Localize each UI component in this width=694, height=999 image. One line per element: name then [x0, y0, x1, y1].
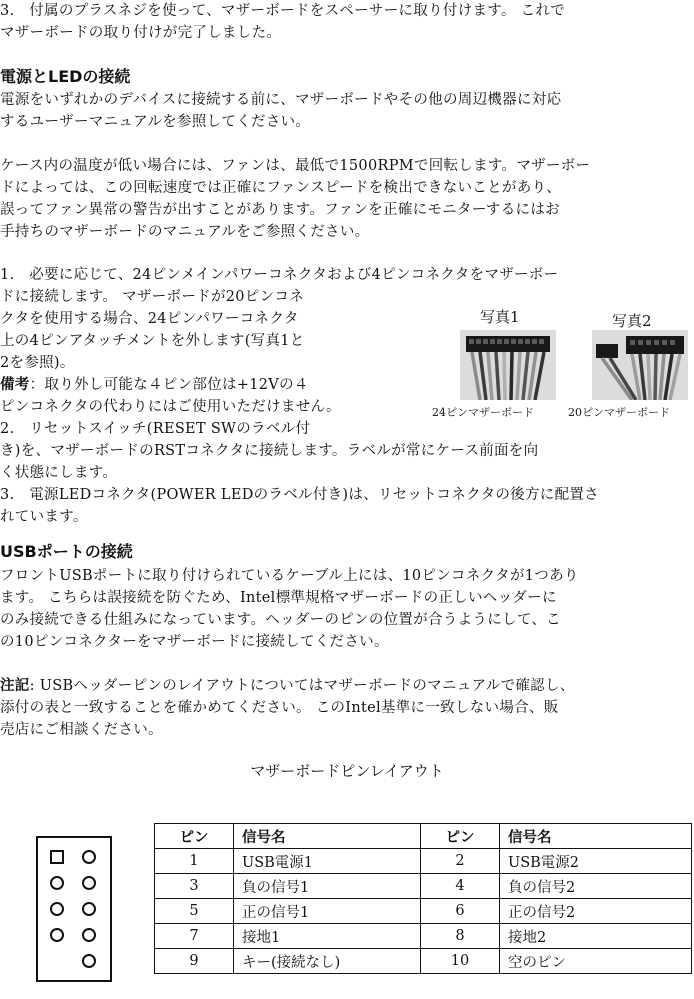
step2-line-2: き)を、マザーボードのRSTコネクタに接続します。ラベルが常にケース前面を向 [0, 443, 539, 459]
usb-heading: USBポートの接続 [0, 542, 133, 561]
col-signal-b: 信号名 [500, 824, 692, 849]
connector-photos [432, 304, 694, 424]
col-signal-a: 信号名 [234, 824, 421, 849]
step3b-line-2: れています。 [0, 509, 88, 525]
pin-7 [50, 928, 64, 942]
signal-cell: 負の信号1 [234, 874, 421, 899]
usb-line-3: のみ接続できる仕組みになっています。ヘッダーのピンの位置が合うようにして、こ [0, 612, 561, 628]
fan-line-4: 手持ちのマザーボードのマニュアルをご参照ください。 [0, 224, 370, 240]
step3-line-1: 3. 付属のプラスネジを使って、マザーボードをスペーサーに取り付けます。 これで [0, 3, 566, 19]
power-intro-line-1: 電源をいずれかのデバイスに接続する前に、マザーボードやその他の周辺機器に対応 [0, 92, 562, 108]
fan-line-1: ケース内の温度が低い場合には、ファンは、最低で1500RPMで回転します。マザーボー [0, 158, 591, 174]
step1-line-3: クタを使用する場合、24ピンパワーコネクタ [0, 311, 299, 327]
pin-cell: 1 [155, 849, 234, 874]
step3-line-2: マザーボードの取り付けが完了しました。 [0, 25, 282, 41]
pin-cell: 5 [155, 899, 234, 924]
signal-cell: 正の信号1 [234, 899, 421, 924]
table-row [155, 874, 692, 899]
pin-cell: 7 [155, 924, 234, 949]
step1-line-2: ドに接続します。 マザーボードが20ピンコネ [0, 289, 304, 305]
table-row [155, 849, 692, 874]
usb-note-line-3: 売店にご相談ください。 [0, 722, 163, 738]
signal-cell: USB電源2 [500, 849, 692, 874]
power-intro-line-2: するユーザーマニュアルを参照してください。 [0, 114, 311, 130]
pin-layout-title: マザーボードピンレイアウト [250, 762, 444, 780]
note-text: ：取り外し可能な４ピン部位は+12Vの４ [29, 377, 309, 393]
note-label: 備考 [0, 377, 30, 393]
pin-5 [50, 902, 64, 916]
note-line-1 [0, 374, 309, 396]
photo2-title: 写真2 [612, 312, 652, 330]
col-pin-b: ピン [421, 824, 500, 849]
step1-line-5: 2を参照)。 [0, 355, 75, 371]
pin-6 [82, 902, 96, 916]
pin-2 [82, 850, 96, 864]
photo1-title: 写真1 [480, 308, 520, 326]
signal-cell: 正の信号2 [500, 899, 692, 924]
signal-cell: 接地2 [500, 924, 692, 949]
step1-line-4: 上の4ピンアタッチメントを外します(写真1と [0, 333, 305, 349]
photo1-caption: 24ピンマザーボード [432, 406, 534, 419]
pin-table-header [155, 824, 692, 849]
pin-4 [82, 876, 96, 890]
usb-header-pin-diagram [36, 836, 112, 982]
photo-20pin [592, 330, 688, 400]
table-row [155, 949, 692, 974]
signal-cell: USB電源1 [234, 849, 421, 874]
usb-note-line-2: 添付の表と一致することを確かめてください。 このIntel基準に一致しない場合、販 [0, 700, 559, 716]
col-pin-a: ピン [155, 824, 234, 849]
pin-3 [50, 876, 64, 890]
pin-cell: 6 [421, 899, 500, 924]
photo2-caption: 20ピンマザーボード [568, 406, 670, 419]
step1-line-1: 1. 必要に応じて、24ピンメインパワーコネクタおよび4ピンコネクタをマザーボー [0, 267, 559, 283]
pin-cell: 9 [155, 949, 234, 974]
pin-cell: 2 [421, 849, 500, 874]
usb-line-2: ます。 こちらは誤接続を防ぐため、Intel標準規格マザーボードの正しいヘッダーに [0, 590, 557, 606]
power-led-heading: 電源とLEDの接続 [0, 67, 131, 86]
pin-cell: 3 [155, 874, 234, 899]
usb-line-4: の10ピンコネクターをマザーボードに接続してください。 [0, 634, 389, 650]
pin-table [154, 823, 692, 974]
signal-cell: 接地1 [234, 924, 421, 949]
usb-note-label: 注記 [0, 678, 30, 694]
note-line-2: ピンコネクタの代わりにはご使用いただけません。 [0, 399, 341, 415]
pin-cell: 8 [421, 924, 500, 949]
fan-line-2: ドによっては、この回転速度では正確にファンスピードを検出できないことがあり、 [0, 180, 562, 196]
step2-line-3: く状態にします。 [0, 465, 118, 481]
pin-1-square [50, 850, 64, 864]
pin-8 [82, 928, 96, 942]
table-row [155, 899, 692, 924]
usb-line-1: フロントUSBポートに取り付けられているケーブル上には、10ピンコネクタが1つあり [0, 568, 579, 584]
usb-note-line-1 [0, 675, 575, 697]
signal-cell: 空のピン [500, 949, 692, 974]
usb-note-text: : USBヘッダーピンのレイアウトについてはマザーボードのマニュアルで確認し、 [29, 678, 575, 694]
photo-24pin [460, 330, 556, 400]
signal-cell: 負の信号2 [500, 874, 692, 899]
step2-line-1: 2. リセットスイッチ(RESET SWのラベル付 [0, 421, 311, 437]
pin-cell: 4 [421, 874, 500, 899]
pin-cell: 10 [421, 949, 500, 974]
step3b-line-1: 3. 電源LEDコネクタ(POWER LEDのラベル付き)は、リセットコネクタの後方に配置さ [0, 487, 599, 503]
fan-line-3: 誤ってファン異常の警告が出すことがあります。ファンを正確にモニターするにはお [0, 202, 560, 218]
pin-10 [82, 954, 96, 968]
signal-cell: キー(接続なし) [234, 949, 421, 974]
table-row [155, 924, 692, 949]
